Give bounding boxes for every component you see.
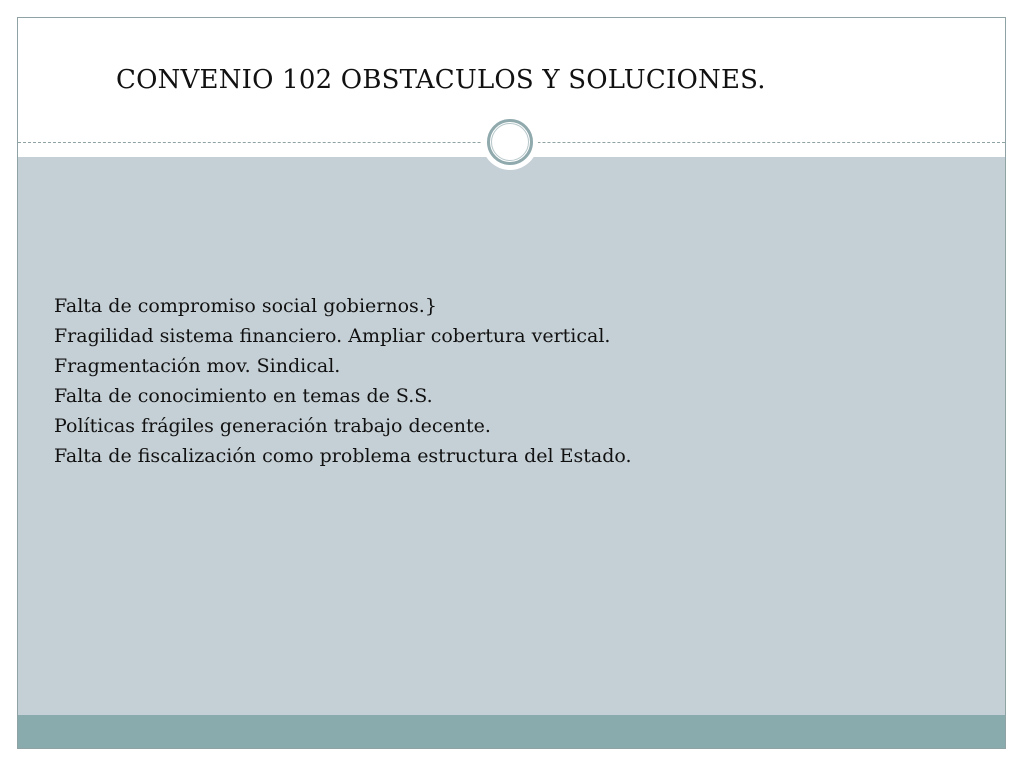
slide-title: CONVENIO 102 OBSTACULOS Y SOLUCIONES. [116,65,766,95]
circle-ornament-icon [482,114,538,170]
list-item: Falta de conocimiento en temas de S.S. [54,385,433,407]
list-item: Falta de compromiso social gobiernos.} [54,295,437,317]
list-item: Políticas frágiles generación trabajo decente. [54,415,491,437]
footer-bar [18,715,1005,748]
content-list [54,291,632,471]
slide [17,17,1006,749]
list-item: Fragmentación mov. Sindical. [54,355,341,377]
list-item: Fragilidad sistema financiero. Ampliar cobertura vertical. [54,325,611,347]
ornament-inner-ring [491,123,529,161]
list-item: Falta de fiscalización como problema estructura del Estado. [54,445,632,467]
